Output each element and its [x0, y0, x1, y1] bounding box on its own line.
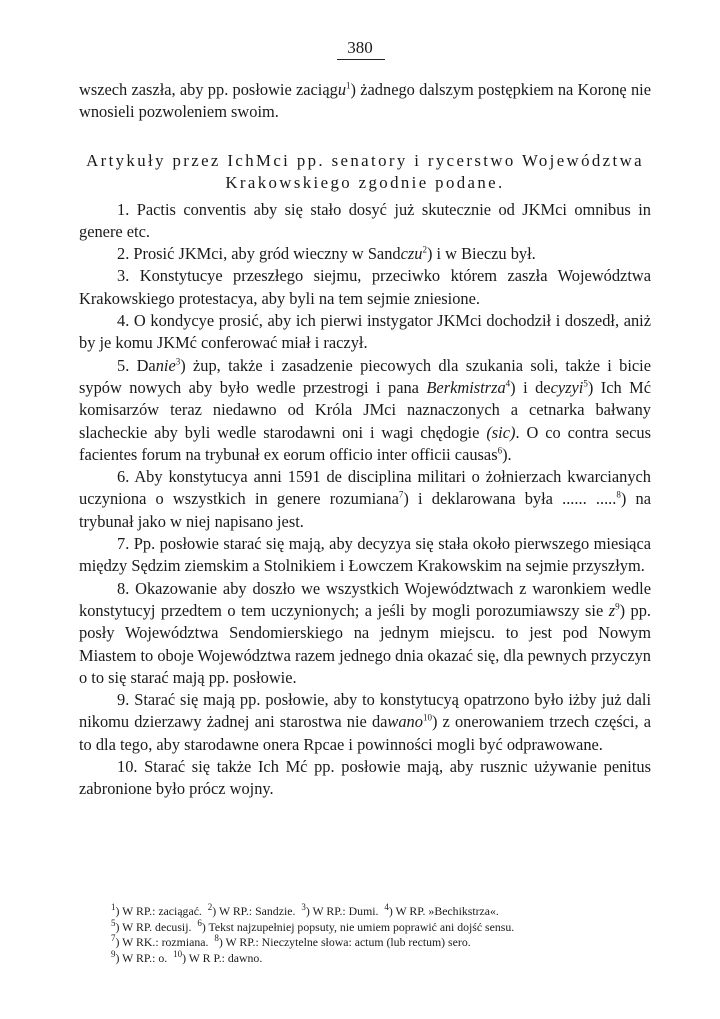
paragraph-p4: 4. O kondycye prosić, aby ich pierwi instygator JKMci dochodził i doszedł, aniż by je komu JKMć conferować miał i raczył. [79, 311, 651, 353]
paragraph-p9: 9. Starać się mają pp. posłowie, aby to konstytucyą opatrzono było iżby już dali nikomu dzierzawy żadnej ani starostwa nie dawano$^{10}$) z onerowaniem trzech części, a to dla tego, aby starodawne onera Rpcae i powinności mogli być odprawowane. [79, 690, 651, 754]
page-number-rule [337, 59, 385, 60]
page-number: 380 [347, 38, 373, 57]
paragraph-p5: 5. Danie$^3$) żup, także i zasadzenie piecowych dla szukania soli, także i bicie sypów nowych aby było wedle przestrogi i pana Berkmistrza$^4$) i decyzyi$^5$) Ich Mć komisarzów teraz niedawno od Króla JMci naznaczonych a cetnarka bałwany slacheckie aby byli wedle starodawni oni i wagi chędogie (sic). O co contra secus facientes forum na trybunał ex eorum officio inter officii causas$^6$). [79, 355, 651, 464]
section-heading: Artykuły przez IchMci pp. senatory i rycerstwo Województwa Krakowskiego zgodnie podane. [86, 150, 644, 192]
footnote-line-3: $^7$) W RK.: rozmiana. $^8$) W RP.: Nieczytelne słowa: actum (lub rectum) sero. [111, 933, 471, 950]
paragraph-p0: wszech zaszła, aby pp. posłowie zaciągu$^1$) żadnego dalszym postępkiem na Koronę nie wnosieli pozwoleniem swoim. [79, 80, 651, 122]
paragraph-p3: 3. Konstytucye przeszłego siejmu, przeciwko którem zaszła Województwa Krakowskiego protestacya, aby byli na tem sejmie zniesione. [79, 266, 651, 308]
paragraph-p2: 2. Prosić JKMci, aby gród wieczny w Sandczu$^2$) i w Bieczu był. [117, 244, 536, 264]
footnotes [111, 904, 651, 966]
paragraph-p8: 8. Okazowanie aby doszło we wszystkich Województwach z waronkiem wedle konstytucyj przedtem o tem uczynionych; a jeśli by mogli porozumiawszy sie $z^9$) pp. posły Województwa Sendomierskiego na jednym miejscu. to jest pod Nowym Miastem to oboje Województwa razem jednego dnia okazać się, dla pewnych przyczyn o to się starać mają pp. posłowie. [79, 578, 652, 687]
footnote-line-4: $^9$) W RP.: o. $^{10}$) W R P.: dawno. [111, 948, 263, 965]
paragraph-p6: 6. Aby konstytucya anni 1591 de disciplina militari o żołnierzach kwarcianych uczyniona o wszystkich in genere rozumiana$^7$) i deklarowana była ...... .....$^8$) na trybunał jako w niej napisano jest. [79, 467, 651, 531]
paragraph-p10: 10. Starać się także Ich Mć pp. posłowie mają, aby rusznic używanie penitus zabronione było prócz wojny. [79, 757, 651, 799]
footnote-line-1: $^1$) W RP.: zaciągać. $^2$) W RP.: Sandzie. $^3$) W RP.: Dumi. $^4$) W RP. »Bechikstrza«. [111, 902, 499, 918]
paragraph-p1: 1. Pactis conventis aby się stało dosyć już skutecznie od JKMci omnibus in genere etc. [79, 199, 651, 241]
paragraph-p7: 7. Pp. posłowie starać się mają, aby decyzya się stała około pierwszego miesiąca między Sędzim ziemskim a Stolnikiem i Łowczem Krakowskim na sejmie przyszłym. [79, 534, 651, 576]
footnote-line-2: $^5$) W RP. decusij. $^6$) Tekst najzupełniej popsuty, nie umiem poprawić ani dojść sensu. [111, 917, 515, 934]
main-text [79, 79, 651, 801]
